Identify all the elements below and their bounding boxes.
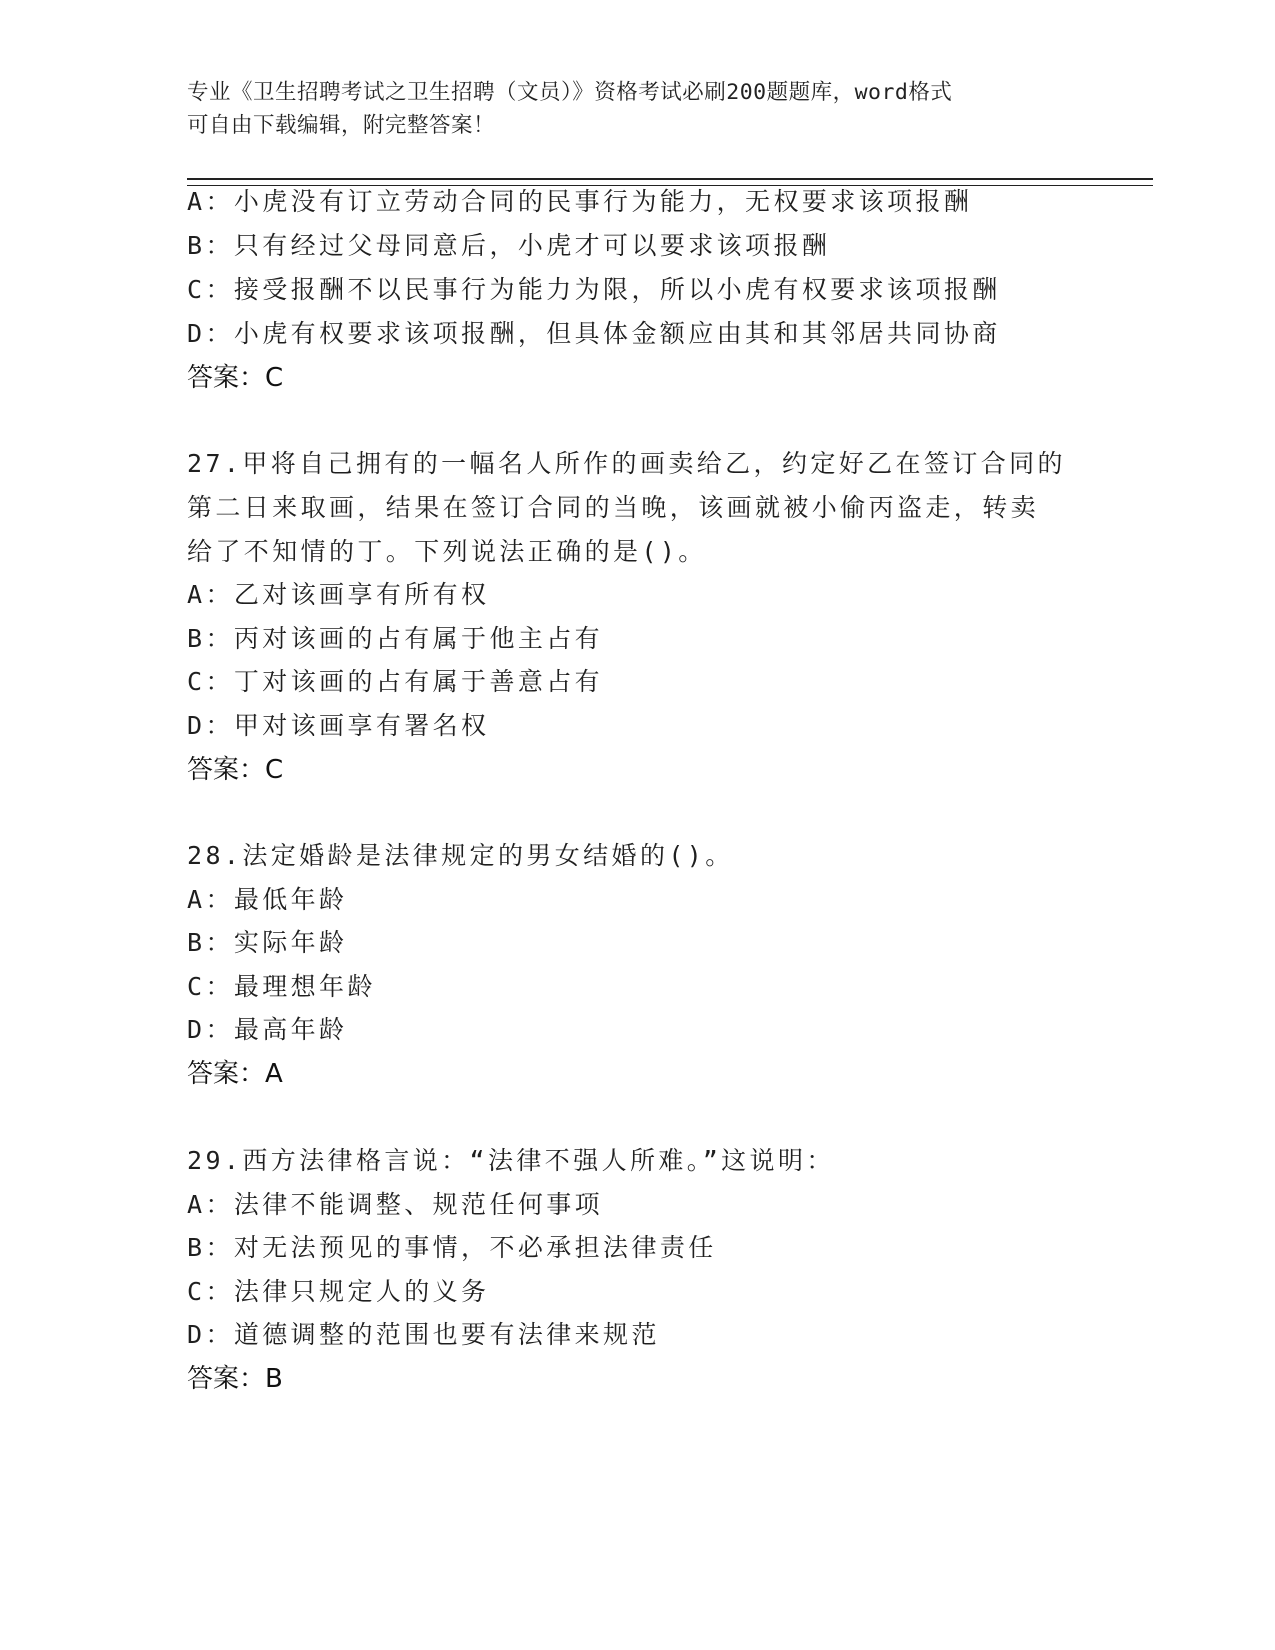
header-title-line-1: 专业《卫生招聘考试之卫生招聘（文员）》资格考试必刷200题题库，word格式 (187, 80, 953, 105)
q28-stem-line-1: 28.法定婚龄是法律规定的男女结婚的()。 (187, 841, 734, 870)
q27-option-a: A：乙对该画享有所有权 (187, 580, 490, 609)
q29-option-b: B：对无法预见的事情，不必承担法律责任 (187, 1233, 717, 1262)
q27-stem-line-3: 给了不知情的丁。下列说法正确的是()。 (187, 537, 707, 566)
q28-option-c: C：最理想年龄 (187, 972, 376, 1001)
q28-answer: 答案：A (187, 1059, 283, 1089)
q29-answer: 答案：B (187, 1364, 283, 1394)
q27-option-c: C：丁对该画的占有属于善意占有 (187, 667, 604, 696)
q29-option-d: D：道德调整的范围也要有法律来规范 (187, 1320, 660, 1349)
q27-stem-line-2: 第二日来取画，结果在签订合同的当晚，该画就被小偷丙盗走，转卖 (187, 493, 1040, 522)
q26-answer: 答案：C (187, 363, 284, 393)
q28-option-d: D：最高年龄 (187, 1015, 348, 1044)
q26-option-a: A：小虎没有订立劳动合同的民事行为能力，无权要求该项报酬 (187, 187, 973, 216)
q26-option-b: B：只有经过父母同意后，小虎才可以要求该项报酬 (187, 231, 831, 260)
q27-option-d: D：甲对该画享有署名权 (187, 711, 490, 740)
q27-option-b: B：丙对该画的占有属于他主占有 (187, 624, 604, 653)
document-header (187, 76, 1077, 142)
header-title-line-2: 可自由下载编辑，附完整答案！ (187, 113, 496, 138)
q27-answer: 答案：C (187, 755, 284, 785)
q29-stem-line-1: 29.西方法律格言说：“法律不强人所难。”这说明： (187, 1146, 835, 1175)
q27-stem-line-1: 27.甲将自己拥有的一幅名人所作的画卖给乙，约定好乙在签订合同的 (187, 449, 1066, 478)
q29-option-c: C：法律只规定人的义务 (187, 1277, 490, 1306)
q26-option-d: D：小虎有权要求该项报酬，但具体金额应由其和其邻居共同协商 (187, 319, 1001, 348)
q28-option-a: A：最低年龄 (187, 885, 348, 914)
q26-option-c: C：接受报酬不以民事行为能力为限，所以小虎有权要求该项报酬 (187, 275, 1001, 304)
q28-option-b: B：实际年龄 (187, 928, 348, 957)
q29-option-a: A：法律不能调整、规范任何事项 (187, 1190, 604, 1219)
